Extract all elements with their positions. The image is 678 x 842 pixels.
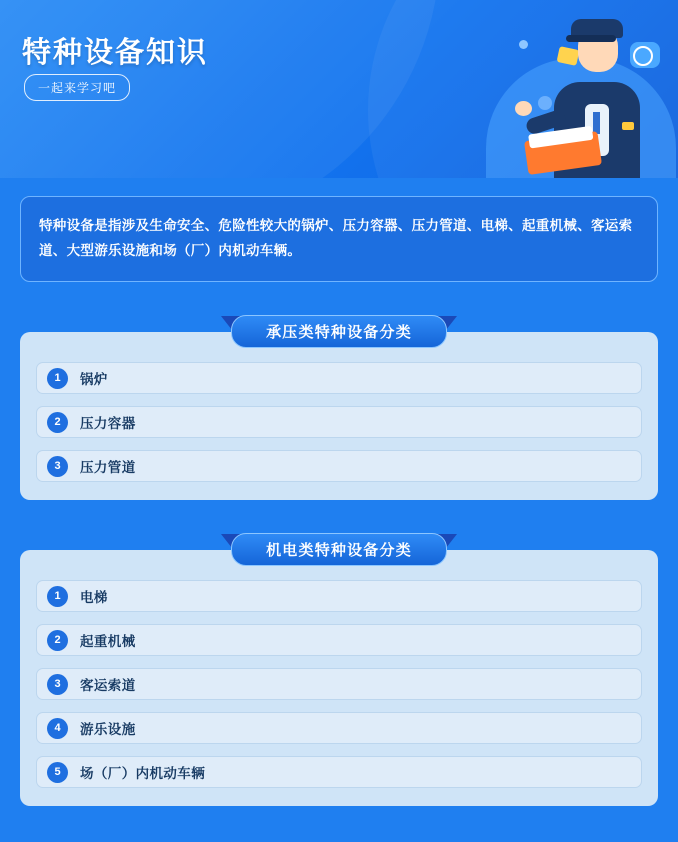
officer-badge-icon <box>622 122 634 130</box>
item-label: 电梯 <box>80 590 108 605</box>
section-title: 机电类特种设备分类 <box>231 533 447 566</box>
item-label: 客运索道 <box>80 678 136 693</box>
section-header <box>20 534 658 564</box>
page-subtitle-badge: 一起来学习吧 <box>24 74 130 101</box>
item-number-badge: 4 <box>47 718 68 739</box>
item-label: 起重机械 <box>80 634 136 649</box>
item-number-badge: 1 <box>47 368 68 389</box>
item-label: 压力容器 <box>80 416 136 431</box>
page-header <box>0 0 678 178</box>
section-header <box>20 316 658 346</box>
item-number-badge: 5 <box>47 762 68 783</box>
bubble-ring-icon <box>633 46 653 66</box>
list-item[interactable] <box>36 756 642 788</box>
list-item[interactable] <box>36 580 642 612</box>
item-label: 锅炉 <box>80 372 108 387</box>
item-number-badge: 1 <box>47 586 68 607</box>
section-title: 承压类特种设备分类 <box>231 315 447 348</box>
page-bottom-spacer <box>0 806 678 842</box>
item-number-badge: 2 <box>47 412 68 433</box>
officer-hand <box>515 101 532 116</box>
section-electromechanical-equipment <box>20 534 658 806</box>
header-illustration <box>448 0 678 178</box>
list-item[interactable] <box>36 362 642 394</box>
intro-card <box>20 196 658 282</box>
list-item[interactable] <box>36 450 642 482</box>
item-number-badge: 3 <box>47 674 68 695</box>
item-number-badge: 3 <box>47 456 68 477</box>
list-item[interactable] <box>36 624 642 656</box>
list-item[interactable] <box>36 668 642 700</box>
decor-dot-icon-2 <box>538 96 552 110</box>
decor-dot-icon <box>519 40 528 49</box>
list-item[interactable] <box>36 406 642 438</box>
item-label: 场（厂）内机动车辆 <box>80 766 206 781</box>
list-item[interactable] <box>36 712 642 744</box>
item-number-badge: 2 <box>47 630 68 651</box>
section-body <box>20 550 658 806</box>
page-title: 特种设备知识 <box>22 37 209 69</box>
item-label: 压力管道 <box>80 460 136 475</box>
intro-text: 特种设备是指涉及生命安全、危险性较大的锅炉、压力容器、压力管道、电梯、起重机械、客运索道、大型游乐设施和场（厂）内机动车辆。 <box>39 218 633 258</box>
item-label: 游乐设施 <box>80 722 136 737</box>
officer-cap-icon <box>571 19 623 38</box>
section-pressure-equipment <box>20 316 658 500</box>
section-body <box>20 332 658 500</box>
